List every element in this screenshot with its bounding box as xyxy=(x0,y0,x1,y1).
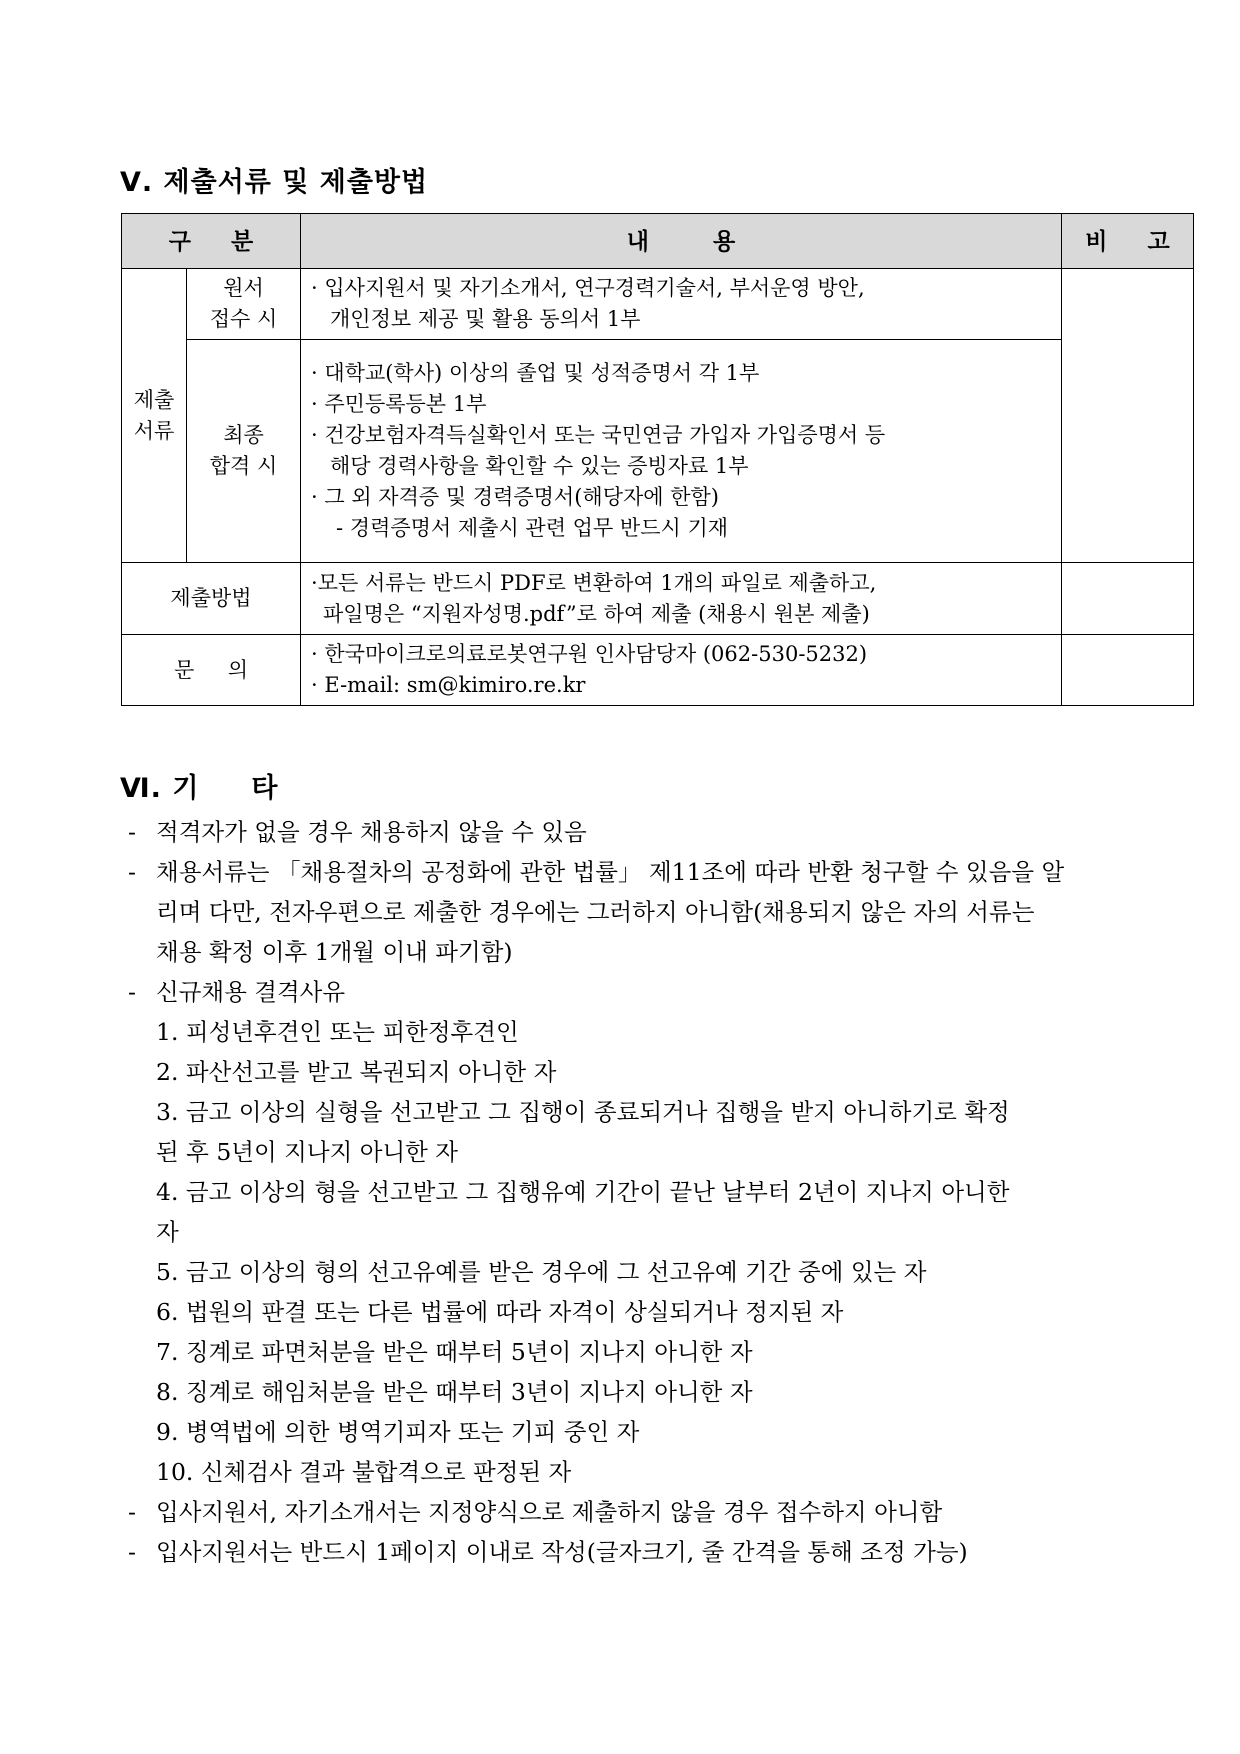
row-note-documents xyxy=(1062,269,1194,563)
list-item xyxy=(128,1372,1128,1412)
list-item xyxy=(128,972,1128,1012)
list-dash: - xyxy=(128,1538,136,1566)
etc-list xyxy=(128,812,1128,1572)
list-item-text: 3. 금고 이상의 실형을 선고받고 그 집행이 종료되거나 집행을 받지 아니하기로 확정 xyxy=(156,1098,1010,1126)
list-item xyxy=(128,812,1128,852)
list-item-text: 리며 다만, 전자우편으로 제출한 경우에는 그러하지 아니함(채용되지 않은 자의 서류는 xyxy=(156,898,1035,926)
list-item xyxy=(128,1012,1128,1052)
list-item-text: 6. 법원의 판결 또는 다른 법률에 따라 자격이 상실되거나 정지된 자 xyxy=(156,1298,844,1326)
section-title-submission: Ⅴ. 제출서류 및 제출방법 xyxy=(120,167,429,198)
list-item xyxy=(128,1492,1128,1532)
list-item-text: 채용 확정 이후 1개월 이내 파기함) xyxy=(156,938,513,966)
list-item-text: 적격자가 없을 경우 채용하지 않을 수 있음 xyxy=(156,818,587,846)
row-label-application: 원서 접수 시 xyxy=(187,269,301,340)
list-item-text: 1. 피성년후견인 또는 피한정후견인 xyxy=(156,1018,519,1046)
header-note: 비 고 xyxy=(1062,214,1194,269)
list-item-text: 된 후 5년이 지나지 아니한 자 xyxy=(156,1138,459,1166)
list-dash: - xyxy=(128,1498,136,1526)
list-dash: - xyxy=(128,858,136,886)
row-content-final: · 대학교(학사) 이상의 졸업 및 성적증명서 각 1부 · 주민등록등본 1부 · 건강보험자격득실확인서 또는 국민연금 가입자 가입증명서 등 해당 경력사항을 확인할 수 있는 증빙자료 1부 · 그 외 자격증 및 경력증명서(해당자에 한함) - 경력증명서 제출시 관련 업무 반드시 기재 xyxy=(301,340,1062,563)
row-content-inquiry: · 한국마이크로의료로봇연구원 인사담당자 (062-530-5232) · E-mail: sm@kimiro.re.kr xyxy=(301,635,1062,706)
list-item xyxy=(128,1132,1128,1172)
list-item-text: 4. 금고 이상의 형을 선고받고 그 집행유예 기간이 끝난 날부터 2년이 지나지 아니한 xyxy=(156,1178,1010,1206)
list-item xyxy=(128,932,1128,972)
submission-table xyxy=(121,213,1194,706)
list-item-text: 9. 병역법에 의한 병역기피자 또는 기피 중인 자 xyxy=(156,1418,640,1446)
list-item xyxy=(128,852,1128,892)
list-item-text: 8. 징계로 해임처분을 받은 때부터 3년이 지나지 아니한 자 xyxy=(156,1378,753,1406)
row-label-inquiry: 문 의 xyxy=(122,635,301,706)
list-item-text: 2. 파산선고를 받고 복권되지 아니한 자 xyxy=(156,1058,557,1086)
table-row-inquiry xyxy=(122,635,1194,706)
list-item-text: 입사지원서는 반드시 1페이지 이내로 작성(글자크기, 줄 간격을 통해 조정 가능) xyxy=(156,1538,968,1566)
list-item xyxy=(128,1452,1128,1492)
list-item xyxy=(128,1332,1128,1372)
list-item-text: 입사지원서, 자기소개서는 지정양식으로 제출하지 않을 경우 접수하지 아니함 xyxy=(156,1498,943,1526)
group-label-documents: 제출 서류 xyxy=(122,269,187,563)
table-row-final xyxy=(122,340,1194,563)
table-row-method xyxy=(122,563,1194,635)
list-item xyxy=(128,1172,1128,1212)
list-item xyxy=(128,1252,1128,1292)
table-header-row xyxy=(122,214,1194,269)
section-title-etc: Ⅵ. 기 타 xyxy=(120,773,279,804)
list-dash: - xyxy=(128,818,136,846)
row-content-application: · 입사지원서 및 자기소개서, 연구경력기술서, 부서운영 방안, 개인정보 제공 및 활용 동의서 1부 xyxy=(301,269,1062,340)
list-item xyxy=(128,1212,1128,1252)
list-item-text: 10. 신체검사 결과 불합격으로 판정된 자 xyxy=(156,1458,572,1486)
list-item-text: 채용서류는 「채용절차의 공정화에 관한 법률」 제11조에 따라 반환 청구할 수 있음을 알 xyxy=(156,858,1065,886)
row-note-method xyxy=(1062,563,1194,635)
row-content-method: ·모든 서류는 반드시 PDF로 변환하여 1개의 파일로 제출하고, 파일명은 “지원자성명.pdf”로 하여 제출 (채용시 원본 제출) xyxy=(301,563,1062,635)
header-content: 내 용 xyxy=(301,214,1062,269)
list-item-text: 5. 금고 이상의 형의 선고유예를 받은 경우에 그 선고유예 기간 중에 있는 자 xyxy=(156,1258,927,1286)
list-item xyxy=(128,1412,1128,1452)
table-row-application xyxy=(122,269,1194,340)
list-item-text: 신규채용 결격사유 xyxy=(156,978,346,1006)
header-category: 구 분 xyxy=(122,214,301,269)
list-item xyxy=(128,1532,1128,1572)
row-label-method: 제출방법 xyxy=(122,563,301,635)
list-item xyxy=(128,892,1128,932)
list-item xyxy=(128,1092,1128,1132)
row-note-inquiry xyxy=(1062,635,1194,706)
list-item-text: 7. 징계로 파면처분을 받은 때부터 5년이 지나지 아니한 자 xyxy=(156,1338,753,1366)
list-item-text: 자 xyxy=(156,1218,179,1246)
list-item xyxy=(128,1052,1128,1092)
list-dash: - xyxy=(128,978,136,1006)
list-item xyxy=(128,1292,1128,1332)
row-label-final: 최종 합격 시 xyxy=(187,340,301,563)
